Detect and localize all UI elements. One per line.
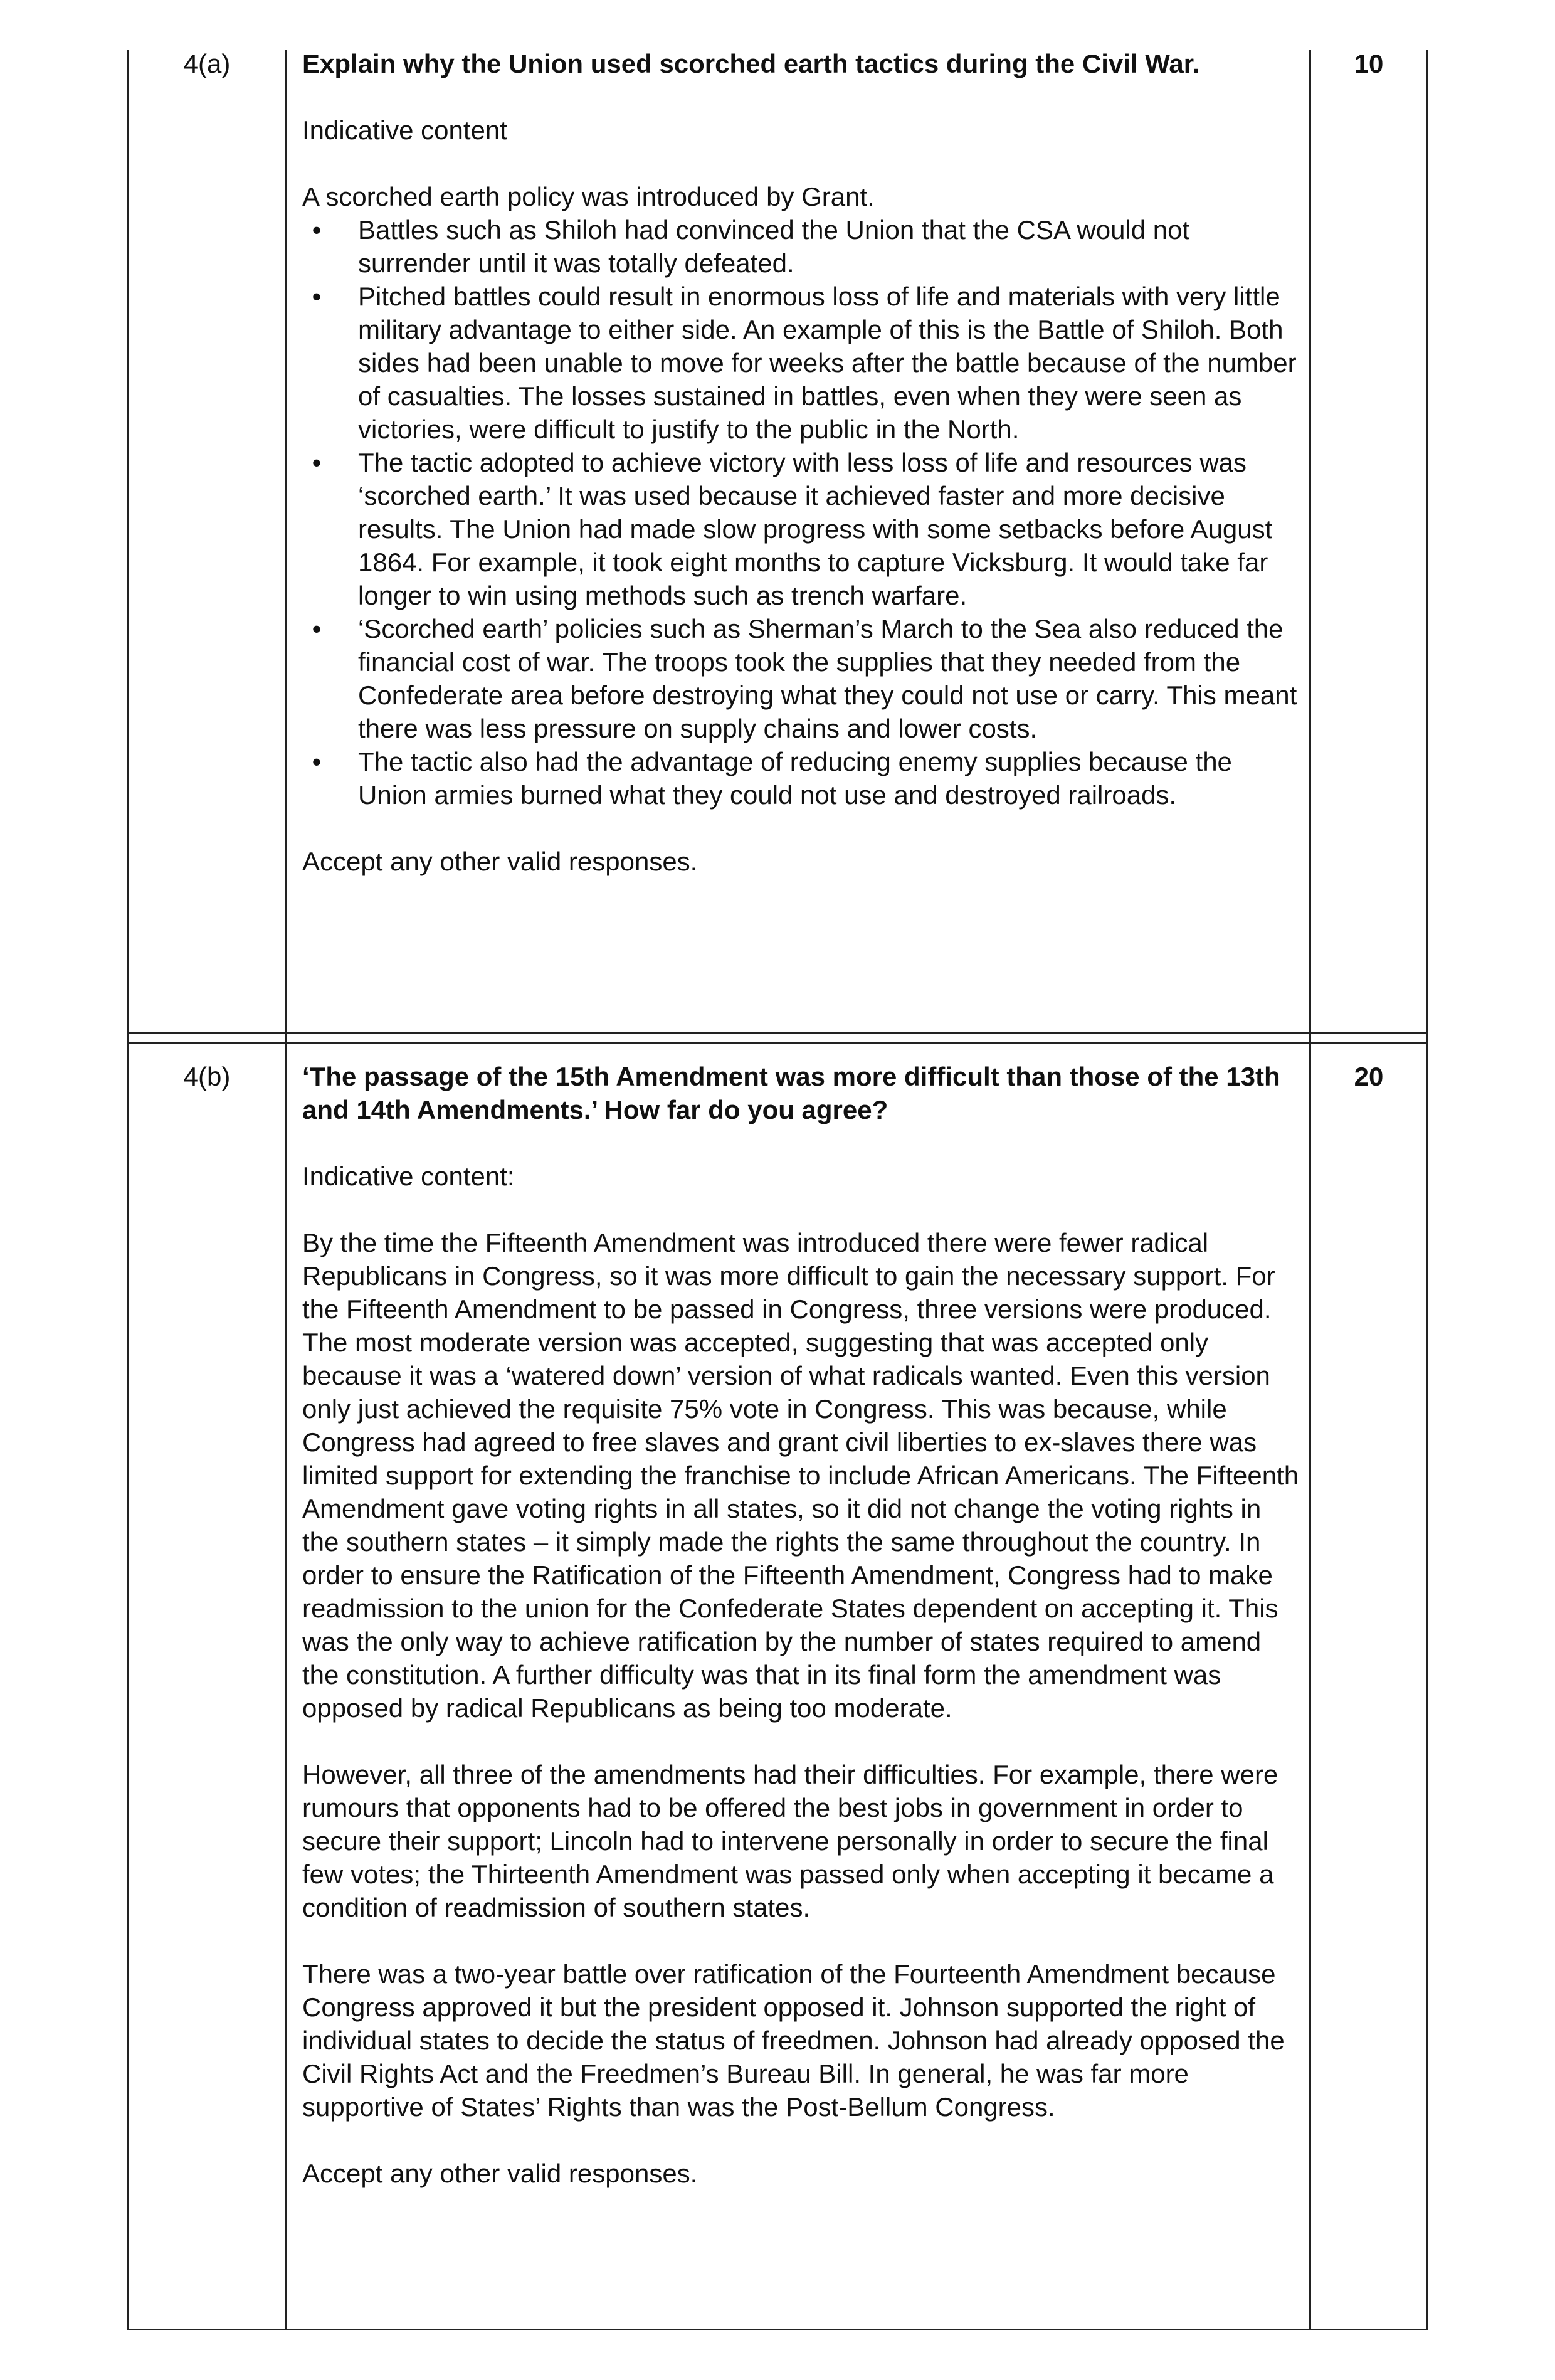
intro-text: A scorched earth policy was introduced by Grant. <box>302 182 875 211</box>
closing-text: Accept any other valid responses. <box>302 847 698 876</box>
list-item: • The tactic adopted to achieve victory with less loss of life and resources was ‘scorched earth.’ It was used because it achieved faster and more decisive results. The Union had made slow progress with some setbacks before August 1864. For example, it took eight months to capture Vicksburg. It would take far longer to win using methods such as trench warfare. <box>302 446 1299 612</box>
table-left-border <box>127 50 129 2330</box>
question-marks: 20 <box>1354 1062 1384 1091</box>
bullet-icon: • <box>312 747 322 776</box>
question-content <box>302 47 1299 878</box>
question-title: Explain why the Union used scorched earth tactics during the Civil War. <box>302 49 1200 78</box>
bullet-list <box>302 213 1299 812</box>
indicative-heading: Indicative content: <box>302 1161 515 1191</box>
column-divider-marks <box>1309 50 1311 2330</box>
bullet-icon: • <box>312 215 322 245</box>
list-item: • Battles such as Shiloh had convinced the Union that the CSA would not surrender until it was totally defeated. <box>302 213 1299 280</box>
row-separator-bottom <box>127 1042 1428 1044</box>
bullet-icon: • <box>312 282 322 311</box>
bullet-icon: • <box>312 448 322 477</box>
question-marks: 10 <box>1354 49 1384 78</box>
body-paragraph: However, all three of the amendments had their difficulties. For example, there were rumours that opponents had to be offered the best jobs in government in order to secure their support; Lincoln had to intervene personally in order to secure the final few votes; the Thirteenth Amendment was passed only when accepting it became a condition of readmission of southern states. <box>302 1760 1278 1922</box>
body-paragraph: By the time the Fifteenth Amendment was introduced there were fewer radical Republicans in Congress, so it was more difficult to gain the necessary support. For the Fifteenth Amendment to be passed in Congress, three versions were produced. The most moderate version was accepted, suggesting that was accepted only because it was a ‘watered down’ version of what radicals wanted. Even this version only just achieved the requisite 75% vote in Congress. This was because, while Congress had agreed to free slaves and grant civil liberties to ex-slaves there was limited support for extending the franchise to include African Americans. The Fifteenth Amendment gave voting rights in all states, so it did not change the voting rights in the southern states – it simply made the rights the same throughout the country. In order to ensure the Ratification of the Fifteenth Amendment, Congress had to make readmission to the union for the Confederate States dependent on accepting it. This was the only way to achieve ratification by the number of states required to amend the constitution. A further difficulty was that in its final form the amendment was opposed by radical Republicans as being too moderate. <box>302 1228 1299 1723</box>
question-title: ‘The passage of the 15th Amendment was more difficult than those of the 13th and 14th Amendments.’ How far do you agree? <box>302 1062 1280 1124</box>
column-divider-question <box>285 50 287 2330</box>
body-paragraph: There was a two-year battle over ratification of the Fourteenth Amendment because Congress approved it but the president opposed it. Johnson supported the right of individual states to decide the status of freedmen. Johnson had already opposed the Civil Rights Act and the Freedmen’s Bureau Bill. In general, he was far more supportive of States’ Rights than was the Post-Bellum Congress. <box>302 1959 1285 2122</box>
question-number: 4(b) <box>183 1062 231 1091</box>
table-right-border <box>1426 50 1428 2330</box>
closing-text: Accept any other valid responses. <box>302 2159 698 2188</box>
list-item: • ‘Scorched earth’ policies such as Sherman’s March to the Sea also reduced the financial cost of war. The troops took the supplies that they needed from the Confederate area before destroying what they could not use or carry. This meant there was less pressure on supply chains and lower costs. <box>302 612 1299 745</box>
question-number: 4(a) <box>183 49 231 78</box>
list-item: • Pitched battles could result in enormous loss of life and materials with very little military advantage to either side. An example of this is the Battle of Shiloh. Both sides had been unable to move for weeks after the battle because of the number of casualties. The losses sustained in battles, even when they were seen as victories, were difficult to justify to the public in the North. <box>302 280 1299 446</box>
row-separator-top <box>127 1032 1428 1034</box>
bullet-icon: • <box>312 614 322 643</box>
question-content <box>302 1060 1299 2190</box>
list-item: • The tactic also had the advantage of reducing enemy supplies because the Union armies burned what they could not use and destroyed railroads. <box>302 745 1299 812</box>
table-bottom-border <box>127 2329 1428 2330</box>
indicative-heading: Indicative content <box>302 115 507 145</box>
